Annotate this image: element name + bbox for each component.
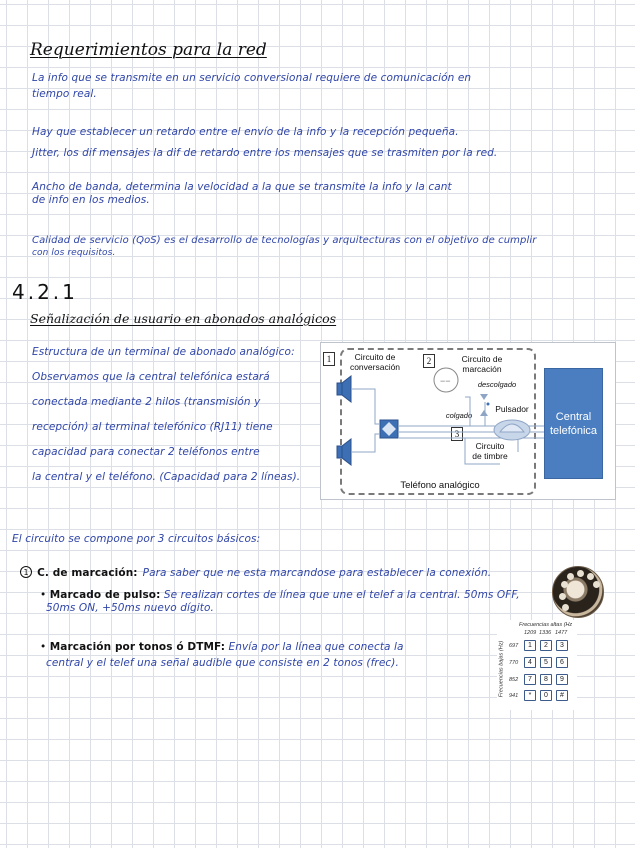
paragraph-line: Jitter, los dif mensajes la dif de retardo entre los mensajes que se trasmiten por la red. <box>32 147 498 159</box>
note-line: Estructura de un terminal de abonado analógico: <box>32 346 295 358</box>
section-subtitle: Señalización de usuario en abonados analógicos <box>30 311 337 326</box>
central-office-box <box>544 368 603 479</box>
key-2: 2 <box>540 640 552 651</box>
speaker-icon <box>337 376 351 402</box>
note-line: capacidad para conectar 2 teléfonos entre <box>32 446 260 458</box>
paragraph-line: con los requisitos. <box>32 248 116 258</box>
microphone-icon <box>337 439 351 465</box>
pulse-text-2: 50ms ON, +50ms nuevo dígito. <box>46 602 214 614</box>
svg-text:−−: −− <box>440 376 451 386</box>
circuit-number-1: 1 <box>323 352 335 366</box>
key-3: 3 <box>556 640 568 651</box>
key-4: 4 <box>524 657 536 668</box>
dial-circuit-item <box>20 561 550 580</box>
col-freq: 1336 <box>539 630 552 636</box>
paragraph-qos <box>32 234 627 260</box>
pushbutton-label: Pulsador <box>495 404 529 414</box>
label-line: conversación <box>349 362 401 372</box>
pulse-dialing-note: • Marcado de pulso: Se realizan cortes de línea que une el telef a la central. 50ms OFF, 50ms ON, +50ms nuevo dígito. <box>40 589 555 615</box>
circuit-number-3: 3 <box>451 427 463 441</box>
onhook-label: colgado <box>445 411 473 420</box>
row-freq: 941 <box>509 693 519 699</box>
label-line: de timbre <box>472 451 508 461</box>
label-line: marcación <box>462 364 502 374</box>
item-label: C. de marcación: <box>37 567 138 579</box>
dtmf-text: Envía por la línea que conecta la <box>228 641 404 653</box>
dtmf-label: Marcación por tonos ó DTMF: <box>49 641 226 653</box>
pulse-label: Marcado de pulso: <box>49 589 161 601</box>
rotary-dial-photo <box>552 566 604 618</box>
offhook-label: descolgado <box>477 380 517 389</box>
note-line: recepción) al terminal telefónico (RJ11) tiene <box>32 421 273 433</box>
key-1: 1 <box>524 640 536 651</box>
paragraph-line: Hay que establecer un retardo entre el envío de la info y la recepción pequeña. <box>32 126 459 138</box>
note-line: la central y el teléfono. (Capacidad para 2 líneas). <box>32 471 301 483</box>
paragraph-line: La info que se transmite en un servicio conversional requiere de comunicación en <box>32 72 472 84</box>
paragraph-realtime <box>32 72 622 101</box>
pulse-text: Se realizan cortes de línea que une el telef a la central. 50ms OFF, <box>163 589 520 601</box>
paragraph-bandwidth <box>32 181 622 207</box>
paragraph-line: tiempo real. <box>32 88 97 100</box>
label-line: Circuito <box>475 441 505 451</box>
dtmf-keypad <box>497 620 577 710</box>
item-text: Para saber que ne esta marcandose para establecer la conexión. <box>142 567 492 579</box>
label-line: Circuito de <box>354 352 396 362</box>
paragraph-line: Ancho de banda, determina la velocidad a la que se transmite la info y la cant <box>32 181 452 193</box>
page-title: Requerimientos para la red <box>30 40 267 60</box>
key-8: 8 <box>540 674 552 685</box>
terminal-notes <box>32 342 317 488</box>
key-7: 7 <box>524 674 536 685</box>
label-line: Circuito de <box>461 354 503 364</box>
dtmf-note: • Marcación por tonos ó DTMF: Envía por la línea que conecta la central y el telef una señal audible que consiste en 2 tonos (frec). <box>40 641 490 670</box>
section-number: 4.2.1 <box>12 280 78 304</box>
paragraph-line: Calidad de servicio (QoS) es el desarrollo de tecnologías y arquitecturas con el objetivo de cumplir <box>32 235 537 246</box>
note-line: Observamos que la central telefónica estará <box>32 371 270 383</box>
key-hash: # <box>556 690 568 701</box>
row-freq: 697 <box>509 643 519 649</box>
paragraph-line: de info en los medios. <box>32 194 150 206</box>
central-label: Central <box>555 410 592 423</box>
analog-phone-label: Teléfono analógico <box>400 480 480 491</box>
low-freq-title: Frecuencias bajas (Hz) <box>498 640 505 698</box>
high-freq-title: Frecuencias altas (Hz <box>519 622 573 628</box>
key-0: 0 <box>540 690 552 701</box>
row-freq: 770 <box>509 660 519 666</box>
circuit-number-2: 2 <box>423 354 435 368</box>
row-freq: 852 <box>509 677 519 683</box>
key-5: 5 <box>540 657 552 668</box>
note-line: conectada mediante 2 hilos (transmisión y <box>32 396 261 408</box>
key-6: 6 <box>556 657 568 668</box>
col-freq: 1477 <box>555 630 568 636</box>
paragraph-jitter <box>32 126 622 160</box>
hybrid-transformer-icon <box>380 420 398 438</box>
rotary-dial-icon <box>434 368 458 392</box>
central-label: telefónica <box>549 424 598 437</box>
circuits-intro: El circuito se compone por 3 circuitos básicos: <box>12 533 261 545</box>
dtmf-text-2: central y el telef una señal audible que consiste en 2 tonos (frec). <box>46 657 399 669</box>
key-9: 9 <box>556 674 568 685</box>
col-freq: 1209 <box>524 630 537 636</box>
bell-icon <box>494 420 530 440</box>
item-number: 1 <box>20 566 32 578</box>
key-star: * <box>524 690 536 701</box>
